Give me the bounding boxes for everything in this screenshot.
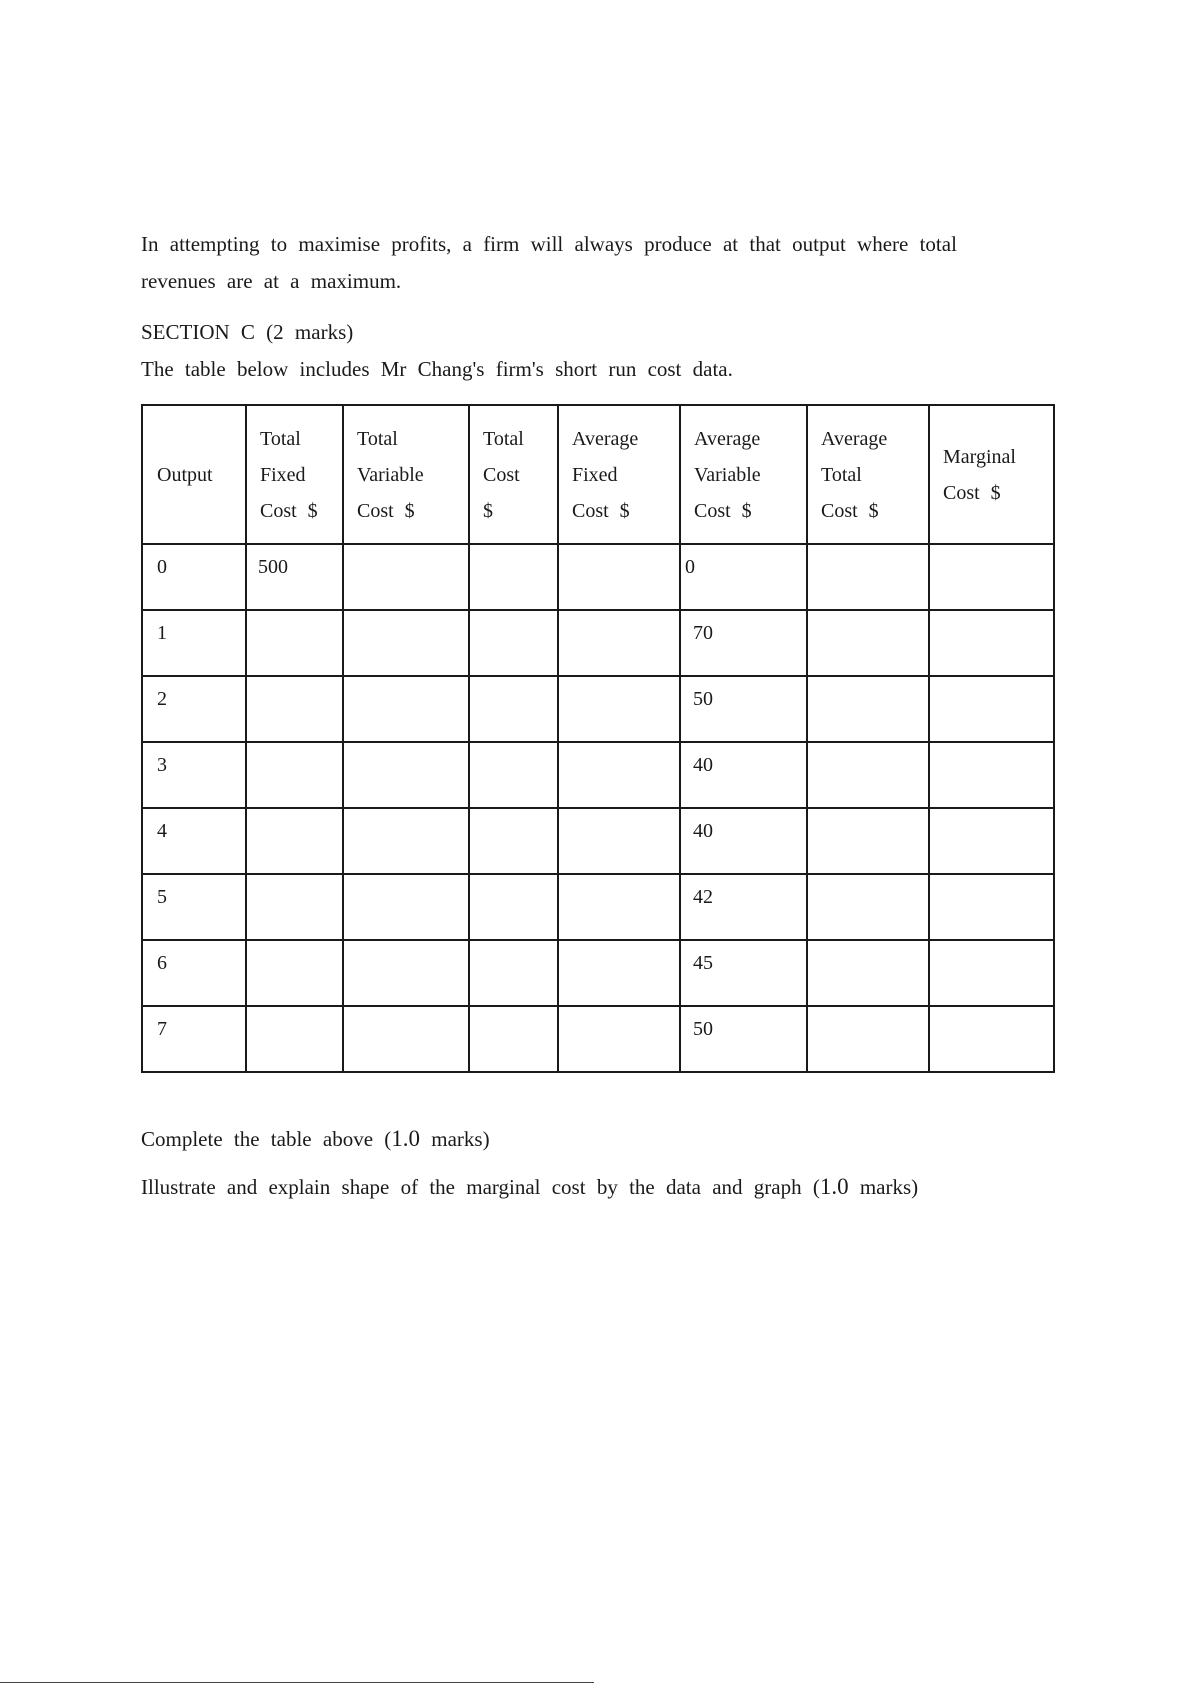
cell-atc	[807, 940, 929, 1006]
header-marginal-cost: Marginal Cost $	[929, 405, 1054, 544]
cell-avc: 70	[680, 610, 807, 676]
cell-avc: 50	[680, 676, 807, 742]
header-total-cost: Total Cost $	[469, 405, 558, 544]
table-row	[142, 940, 1054, 1006]
cell-tc	[469, 1006, 558, 1072]
table-row	[142, 1006, 1054, 1072]
cell-output: 3	[142, 742, 246, 808]
section-title: SECTION C (2 marks)	[141, 320, 354, 344]
cell-mc	[929, 544, 1054, 610]
cell-avc: 50	[680, 1006, 807, 1072]
cell-atc	[807, 676, 929, 742]
header-total-fixed-cost: Total Fixed Cost $	[246, 405, 343, 544]
cell-mc	[929, 940, 1054, 1006]
cell-tc	[469, 610, 558, 676]
cell-tc	[469, 742, 558, 808]
cell-output: 7	[142, 1006, 246, 1072]
cell-afc	[558, 940, 680, 1006]
cell-tvc	[343, 610, 469, 676]
cell-mc	[929, 676, 1054, 742]
header-average-variable-cost: Average Variable Cost $	[680, 405, 807, 544]
cell-tfc	[246, 610, 343, 676]
cell-atc	[807, 874, 929, 940]
cell-afc	[558, 808, 680, 874]
table-row	[142, 742, 1054, 808]
cell-tfc	[246, 940, 343, 1006]
header-output: Output	[142, 405, 246, 544]
cell-afc	[558, 610, 680, 676]
table-row	[142, 544, 1054, 610]
table-row	[142, 610, 1054, 676]
footer-rule	[0, 1682, 594, 1683]
cell-avc: 0	[680, 544, 807, 610]
cell-tvc	[343, 808, 469, 874]
cell-mc	[929, 808, 1054, 874]
cell-mc	[929, 742, 1054, 808]
cell-afc	[558, 874, 680, 940]
cell-atc	[807, 544, 929, 610]
question-statement: In attempting to maximise profits, a firm will always produce at that output where total revenues are at a maximum.	[141, 232, 957, 293]
cell-tvc	[343, 940, 469, 1006]
task-illustrate-mc-marks: 1.0	[819, 1174, 849, 1199]
task-complete-table: Complete the table above (1.0 marks)	[141, 1126, 490, 1151]
cell-atc	[807, 808, 929, 874]
cell-tvc	[343, 1006, 469, 1072]
cell-output: 0	[142, 544, 246, 610]
cell-atc	[807, 610, 929, 676]
cell-avc: 40	[680, 742, 807, 808]
cell-afc	[558, 742, 680, 808]
table-row	[142, 808, 1054, 874]
cell-tc	[469, 940, 558, 1006]
cost-table	[141, 404, 1055, 1073]
cell-atc	[807, 1006, 929, 1072]
cell-output: 4	[142, 808, 246, 874]
cell-tc	[469, 676, 558, 742]
cell-tfc	[246, 1006, 343, 1072]
cell-avc: 40	[680, 808, 807, 874]
cell-tvc	[343, 742, 469, 808]
cell-avc: 42	[680, 874, 807, 940]
cell-afc	[558, 1006, 680, 1072]
cell-tfc	[246, 742, 343, 808]
cell-mc	[929, 1006, 1054, 1072]
cell-tc	[469, 544, 558, 610]
cell-tc	[469, 874, 558, 940]
cell-tfc	[246, 874, 343, 940]
cell-atc	[807, 742, 929, 808]
task-illustrate-mc: Illustrate and explain shape of the marginal cost by the data and graph (1.0 marks)	[141, 1174, 919, 1199]
header-total-variable-cost: Total Variable Cost $	[343, 405, 469, 544]
table-row	[142, 874, 1054, 940]
cell-output: 5	[142, 874, 246, 940]
task-complete-table-marks: 1.0	[391, 1126, 421, 1151]
cell-tvc	[343, 676, 469, 742]
table-row	[142, 676, 1054, 742]
cell-output: 2	[142, 676, 246, 742]
cell-tvc	[343, 874, 469, 940]
header-average-total-cost: Average Total Cost $	[807, 405, 929, 544]
header-average-fixed-cost: Average Fixed Cost $	[558, 405, 680, 544]
table-intro: The table below includes Mr Chang's firm's short run cost data.	[141, 357, 733, 381]
cell-tvc	[343, 544, 469, 610]
cell-mc	[929, 874, 1054, 940]
cell-tc	[469, 808, 558, 874]
cell-afc	[558, 676, 680, 742]
cell-tfc: 500	[246, 544, 343, 610]
cell-avc: 45	[680, 940, 807, 1006]
cell-mc	[929, 610, 1054, 676]
cell-output: 1	[142, 610, 246, 676]
cell-tfc	[246, 676, 343, 742]
cell-afc	[558, 544, 680, 610]
table-header-row	[142, 405, 1054, 544]
cell-output: 6	[142, 940, 246, 1006]
cell-tfc	[246, 808, 343, 874]
